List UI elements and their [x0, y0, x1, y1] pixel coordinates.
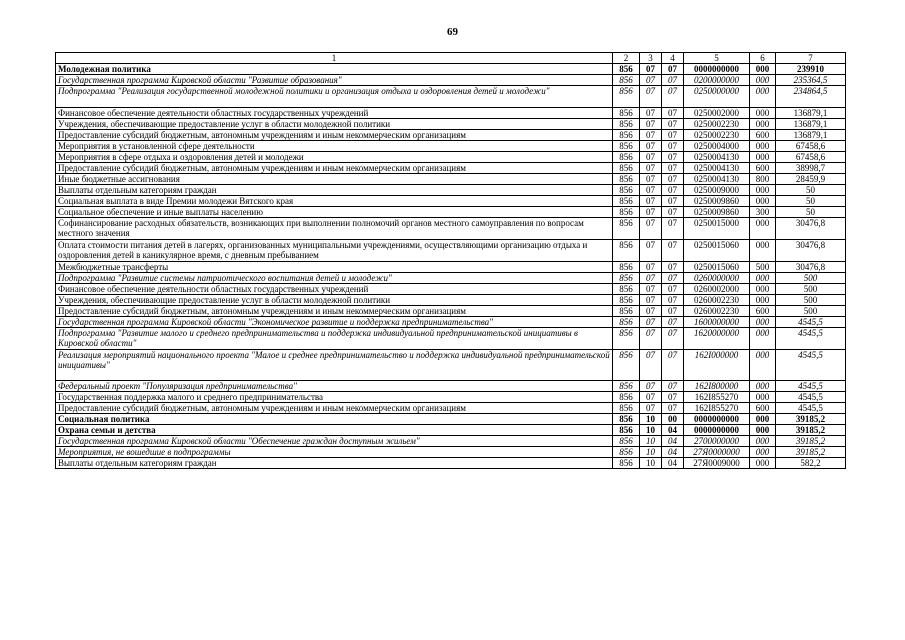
row-target-code-cell: 0260000000	[684, 273, 750, 284]
row-target-code-cell: 0250004130	[684, 152, 750, 163]
row-name-cell: Предоставление субсидий бюджетным, автономным учреждениям и иным некоммерческим организациям	[56, 130, 613, 141]
row-subsection-cell: 07	[662, 108, 684, 119]
table-row	[56, 152, 846, 163]
row-name-cell: Государственная поддержка малого и среднего предпринимательства	[56, 392, 613, 403]
row-code-cell: 856	[613, 75, 640, 86]
row-code-cell: 856	[613, 381, 640, 392]
row-code-cell: 856	[613, 218, 640, 240]
row-amount-cell: 39185,2	[776, 436, 846, 447]
row-name-cell: Реализация мероприятий национального проекта "Малое и среднее предпринимательство и поддержка индивидуальной предпринимательской инициативы"	[56, 350, 613, 381]
row-expense-type-cell: 000	[750, 240, 776, 262]
row-target-code-cell: 162I855270	[684, 392, 750, 403]
table-row	[56, 458, 846, 469]
row-amount-cell: 4545,5	[776, 328, 846, 350]
row-target-code-cell: 162I855270	[684, 403, 750, 414]
row-name-cell: Учреждения, обеспечивающие предоставление услуг в области молодежной политики	[56, 295, 613, 306]
row-expense-type-cell: 000	[750, 152, 776, 163]
row-target-code-cell: 162I000000	[684, 350, 750, 381]
row-section-cell: 07	[640, 328, 662, 350]
row-name-cell: Межбюджетные трансферты	[56, 262, 613, 273]
row-target-code-cell: 27Я0000000	[684, 447, 750, 458]
row-subsection-cell: 07	[662, 152, 684, 163]
header-cell: 2	[613, 53, 640, 64]
table-row	[56, 119, 846, 130]
row-name-cell: Подпрограмма "Развитие малого и среднего предпринимательства и поддержка индивидуальной предпринимательской инициативы в Кировской области"	[56, 328, 613, 350]
row-code-cell: 856	[613, 403, 640, 414]
row-expense-type-cell: 000	[750, 350, 776, 381]
row-target-code-cell: 0250009860	[684, 196, 750, 207]
row-expense-type-cell: 000	[750, 317, 776, 328]
row-name-cell: Мероприятия в установленной сфере деятельности	[56, 141, 613, 152]
table-row	[56, 240, 846, 262]
table-row	[56, 75, 846, 86]
row-section-cell: 10	[640, 447, 662, 458]
row-name-cell: Социальная выплата в виде Премии молодежи Вятского края	[56, 196, 613, 207]
row-target-code-cell: 0000000000	[684, 414, 750, 425]
table-row	[56, 425, 846, 436]
row-code-cell: 856	[613, 86, 640, 108]
row-section-cell: 07	[640, 262, 662, 273]
row-code-cell: 856	[613, 317, 640, 328]
row-subsection-cell: 04	[662, 425, 684, 436]
row-subsection-cell: 07	[662, 381, 684, 392]
row-expense-type-cell: 000	[750, 196, 776, 207]
row-target-code-cell: 2700000000	[684, 436, 750, 447]
row-subsection-cell: 07	[662, 306, 684, 317]
row-expense-type-cell: 000	[750, 64, 776, 75]
row-expense-type-cell: 300	[750, 207, 776, 218]
row-amount-cell: 500	[776, 295, 846, 306]
table-row	[56, 414, 846, 425]
row-name-cell: Выплаты отдельным категориям граждан	[56, 458, 613, 469]
row-amount-cell: 67458,6	[776, 141, 846, 152]
row-amount-cell: 39185,2	[776, 447, 846, 458]
row-subsection-cell: 04	[662, 436, 684, 447]
table-row	[56, 273, 846, 284]
row-target-code-cell: 27Я0009000	[684, 458, 750, 469]
table-row	[56, 64, 846, 75]
row-code-cell: 856	[613, 414, 640, 425]
row-target-code-cell: 1620000000	[684, 328, 750, 350]
header-cell: 4	[662, 53, 684, 64]
row-name-cell: Оплата стоимости питания детей в лагерях, организованных муниципальными учреждениями, осуществляющими организацию отдыха и оздоровления детей в каникулярное время, с дневным пребыванием	[56, 240, 613, 262]
row-amount-cell: 39185,2	[776, 425, 846, 436]
row-subsection-cell: 07	[662, 207, 684, 218]
row-amount-cell: 500	[776, 273, 846, 284]
row-amount-cell: 4545,5	[776, 392, 846, 403]
row-name-cell: Государственная программа Кировской области "Экономическое развитие и поддержка предпринимательства"	[56, 317, 613, 328]
row-expense-type-cell: 000	[750, 141, 776, 152]
row-expense-type-cell: 600	[750, 130, 776, 141]
row-expense-type-cell: 000	[750, 436, 776, 447]
row-target-code-cell: 0000000000	[684, 425, 750, 436]
row-subsection-cell: 04	[662, 458, 684, 469]
row-subsection-cell: 07	[662, 185, 684, 196]
row-section-cell: 07	[640, 163, 662, 174]
row-section-cell: 07	[640, 185, 662, 196]
row-subsection-cell: 07	[662, 196, 684, 207]
row-amount-cell: 67458,6	[776, 152, 846, 163]
row-amount-cell: 39185,2	[776, 414, 846, 425]
row-section-cell: 07	[640, 174, 662, 185]
row-code-cell: 856	[613, 350, 640, 381]
row-name-cell: Учреждения, обеспечивающие предоставление услуг в области молодежной политики	[56, 119, 613, 130]
page-number: 69	[447, 26, 458, 38]
row-subsection-cell: 07	[662, 64, 684, 75]
row-section-cell: 07	[640, 317, 662, 328]
row-section-cell: 07	[640, 86, 662, 108]
row-subsection-cell: 07	[662, 240, 684, 262]
table-row	[56, 185, 846, 196]
row-code-cell: 856	[613, 240, 640, 262]
row-name-cell: Охрана семьи и детства	[56, 425, 613, 436]
row-code-cell: 856	[613, 458, 640, 469]
row-target-code-cell: 0250002000	[684, 108, 750, 119]
row-target-code-cell: 0250015060	[684, 240, 750, 262]
row-subsection-cell: 07	[662, 403, 684, 414]
row-amount-cell: 582,2	[776, 458, 846, 469]
row-section-cell: 07	[640, 108, 662, 119]
row-section-cell: 07	[640, 392, 662, 403]
row-code-cell: 856	[613, 436, 640, 447]
row-name-cell: Предоставление субсидий бюджетным, автономным учреждениям и иным некоммерческим организациям	[56, 163, 613, 174]
row-section-cell: 07	[640, 284, 662, 295]
row-section-cell: 10	[640, 414, 662, 425]
row-code-cell: 856	[613, 174, 640, 185]
table-row	[56, 86, 846, 108]
table-row	[56, 392, 846, 403]
row-name-cell: Мероприятия, не вошедшие в подпрограммы	[56, 447, 613, 458]
row-amount-cell: 38998,7	[776, 163, 846, 174]
row-name-cell: Предоставление субсидий бюджетным, автономным учреждениям и иным некоммерческим организациям	[56, 306, 613, 317]
row-section-cell: 07	[640, 381, 662, 392]
row-target-code-cell: 0250002230	[684, 119, 750, 130]
budget-table	[55, 52, 846, 469]
row-section-cell: 07	[640, 295, 662, 306]
row-section-cell: 07	[640, 119, 662, 130]
row-code-cell: 856	[613, 119, 640, 130]
table-row	[56, 108, 846, 119]
table-row	[56, 141, 846, 152]
row-amount-cell: 4545,5	[776, 403, 846, 414]
row-target-code-cell: 0250000000	[684, 86, 750, 108]
row-expense-type-cell: 000	[750, 86, 776, 108]
row-section-cell: 07	[640, 141, 662, 152]
row-target-code-cell: 0250009860	[684, 207, 750, 218]
table-row	[56, 284, 846, 295]
row-subsection-cell: 04	[662, 447, 684, 458]
row-subsection-cell: 07	[662, 218, 684, 240]
row-expense-type-cell: 000	[750, 295, 776, 306]
row-section-cell: 07	[640, 350, 662, 381]
row-target-code-cell: 1600000000	[684, 317, 750, 328]
table-row	[56, 163, 846, 174]
row-name-cell: Молодежная политика	[56, 64, 613, 75]
row-expense-type-cell: 600	[750, 306, 776, 317]
header-cell: 3	[640, 53, 662, 64]
table-row	[56, 436, 846, 447]
header-row	[56, 53, 846, 64]
row-section-cell: 07	[640, 240, 662, 262]
row-target-code-cell: 0250002230	[684, 130, 750, 141]
row-expense-type-cell: 000	[750, 414, 776, 425]
row-subsection-cell: 07	[662, 262, 684, 273]
row-target-code-cell: 0200000000	[684, 75, 750, 86]
table-row	[56, 381, 846, 392]
row-section-cell: 10	[640, 458, 662, 469]
row-subsection-cell: 07	[662, 284, 684, 295]
row-target-code-cell: 0260002230	[684, 295, 750, 306]
row-expense-type-cell: 000	[750, 458, 776, 469]
row-code-cell: 856	[613, 108, 640, 119]
row-expense-type-cell: 000	[750, 185, 776, 196]
row-amount-cell: 30476,8	[776, 218, 846, 240]
row-expense-type-cell: 600	[750, 163, 776, 174]
row-expense-type-cell: 000	[750, 75, 776, 86]
row-subsection-cell: 07	[662, 174, 684, 185]
row-expense-type-cell: 000	[750, 447, 776, 458]
row-section-cell: 07	[640, 403, 662, 414]
row-name-cell: Выплаты отдельным категориям граждан	[56, 185, 613, 196]
header-cell: 5	[684, 53, 750, 64]
row-name-cell: Софинансирование расходных обязательств, возникающих при выполнении полномочий органов местного самоуправления по вопросам местного значения	[56, 218, 613, 240]
row-name-cell: Социальное обеспечение и иные выплаты населению	[56, 207, 613, 218]
row-name-cell: Предоставление субсидий бюджетным, автономным учреждениям и иным некоммерческим организациям	[56, 403, 613, 414]
row-section-cell: 07	[640, 273, 662, 284]
row-expense-type-cell: 500	[750, 262, 776, 273]
row-name-cell: Федеральный проект "Популяризация предпринимательства"	[56, 381, 613, 392]
row-amount-cell: 500	[776, 306, 846, 317]
row-subsection-cell: 07	[662, 130, 684, 141]
header-cell: 7	[776, 53, 846, 64]
row-subsection-cell: 07	[662, 317, 684, 328]
row-target-code-cell: 0000000000	[684, 64, 750, 75]
row-subsection-cell: 07	[662, 141, 684, 152]
table-row	[56, 317, 846, 328]
row-section-cell: 07	[640, 196, 662, 207]
row-subsection-cell: 07	[662, 273, 684, 284]
header-cell: 6	[750, 53, 776, 64]
row-section-cell: 07	[640, 64, 662, 75]
row-name-cell: Финансовое обеспечение деятельности областных государственных учреждений	[56, 284, 613, 295]
table-row	[56, 403, 846, 414]
row-expense-type-cell: 000	[750, 119, 776, 130]
row-section-cell: 07	[640, 306, 662, 317]
row-name-cell: Мероприятия в сфере отдыха и оздоровления детей и молодежи	[56, 152, 613, 163]
row-amount-cell: 30476,8	[776, 262, 846, 273]
row-target-code-cell: 0250004130	[684, 163, 750, 174]
row-amount-cell: 4545,5	[776, 381, 846, 392]
row-subsection-cell: 07	[662, 75, 684, 86]
row-target-code-cell: 0250009000	[684, 185, 750, 196]
row-amount-cell: 136879,1	[776, 108, 846, 119]
row-code-cell: 856	[613, 141, 640, 152]
row-amount-cell: 4545,5	[776, 350, 846, 381]
table-row	[56, 130, 846, 141]
row-expense-type-cell: 000	[750, 284, 776, 295]
row-expense-type-cell: 000	[750, 108, 776, 119]
row-section-cell: 10	[640, 425, 662, 436]
row-expense-type-cell: 000	[750, 392, 776, 403]
row-amount-cell: 50	[776, 185, 846, 196]
row-name-cell: Государственная программа Кировской области "Развитие образования"	[56, 75, 613, 86]
table-row	[56, 350, 846, 381]
table-row	[56, 262, 846, 273]
row-name-cell: Социальная политика	[56, 414, 613, 425]
row-code-cell: 856	[613, 284, 640, 295]
table-row	[56, 447, 846, 458]
row-code-cell: 856	[613, 196, 640, 207]
row-code-cell: 856	[613, 152, 640, 163]
row-code-cell: 856	[613, 392, 640, 403]
row-code-cell: 856	[613, 163, 640, 174]
row-amount-cell: 500	[776, 284, 846, 295]
row-expense-type-cell: 000	[750, 328, 776, 350]
row-code-cell: 856	[613, 64, 640, 75]
row-amount-cell: 50	[776, 196, 846, 207]
row-code-cell: 856	[613, 273, 640, 284]
row-name-cell: Иные бюджетные ассигнования	[56, 174, 613, 185]
table-row	[56, 306, 846, 317]
row-amount-cell: 239910	[776, 64, 846, 75]
row-expense-type-cell: 000	[750, 273, 776, 284]
row-subsection-cell: 07	[662, 86, 684, 108]
table-row	[56, 196, 846, 207]
row-code-cell: 856	[613, 328, 640, 350]
row-subsection-cell: 07	[662, 350, 684, 381]
table-row	[56, 174, 846, 185]
row-amount-cell: 50	[776, 207, 846, 218]
row-expense-type-cell: 000	[750, 381, 776, 392]
row-target-code-cell: 0260002230	[684, 306, 750, 317]
row-amount-cell: 28459,9	[776, 174, 846, 185]
row-amount-cell: 234864,5	[776, 86, 846, 108]
row-amount-cell: 235364,5	[776, 75, 846, 86]
row-target-code-cell: 0250015000	[684, 218, 750, 240]
row-code-cell: 856	[613, 130, 640, 141]
header-cell: 1	[56, 53, 613, 64]
row-target-code-cell: 0250004130	[684, 174, 750, 185]
row-name-cell: Подпрограмма "Реализация государственной молодежной политики и организация отдыха и оздоровления детей и молодежи"	[56, 86, 613, 108]
table-row	[56, 295, 846, 306]
row-code-cell: 856	[613, 185, 640, 196]
row-section-cell: 07	[640, 218, 662, 240]
row-name-cell: Финансовое обеспечение деятельности областных государственных учреждений	[56, 108, 613, 119]
row-amount-cell: 30476,8	[776, 240, 846, 262]
row-target-code-cell: 162I800000	[684, 381, 750, 392]
row-subsection-cell: 07	[662, 163, 684, 174]
row-subsection-cell: 07	[662, 328, 684, 350]
row-section-cell: 07	[640, 152, 662, 163]
row-code-cell: 856	[613, 425, 640, 436]
row-code-cell: 856	[613, 207, 640, 218]
row-target-code-cell: 0260002000	[684, 284, 750, 295]
table-row	[56, 207, 846, 218]
row-subsection-cell: 07	[662, 119, 684, 130]
row-expense-type-cell: 600	[750, 403, 776, 414]
row-expense-type-cell: 000	[750, 425, 776, 436]
row-section-cell: 10	[640, 436, 662, 447]
table-row	[56, 218, 846, 240]
row-expense-type-cell: 000	[750, 218, 776, 240]
row-code-cell: 856	[613, 447, 640, 458]
row-subsection-cell: 00	[662, 414, 684, 425]
row-amount-cell: 136879,1	[776, 130, 846, 141]
table-row	[56, 328, 846, 350]
row-amount-cell: 4545,5	[776, 317, 846, 328]
row-section-cell: 07	[640, 130, 662, 141]
row-section-cell: 07	[640, 75, 662, 86]
row-subsection-cell: 07	[662, 392, 684, 403]
row-target-code-cell: 0250015060	[684, 262, 750, 273]
row-amount-cell: 136879,1	[776, 119, 846, 130]
row-name-cell: Подпрограмма "Развитие системы патриотического воспитания детей и молодежи"	[56, 273, 613, 284]
row-expense-type-cell: 800	[750, 174, 776, 185]
row-name-cell: Государственная программа Кировской области "Обеспечение граждан доступным жильем"	[56, 436, 613, 447]
row-target-code-cell: 0250004000	[684, 141, 750, 152]
row-code-cell: 856	[613, 262, 640, 273]
row-code-cell: 856	[613, 295, 640, 306]
row-subsection-cell: 07	[662, 295, 684, 306]
row-section-cell: 07	[640, 207, 662, 218]
row-code-cell: 856	[613, 306, 640, 317]
